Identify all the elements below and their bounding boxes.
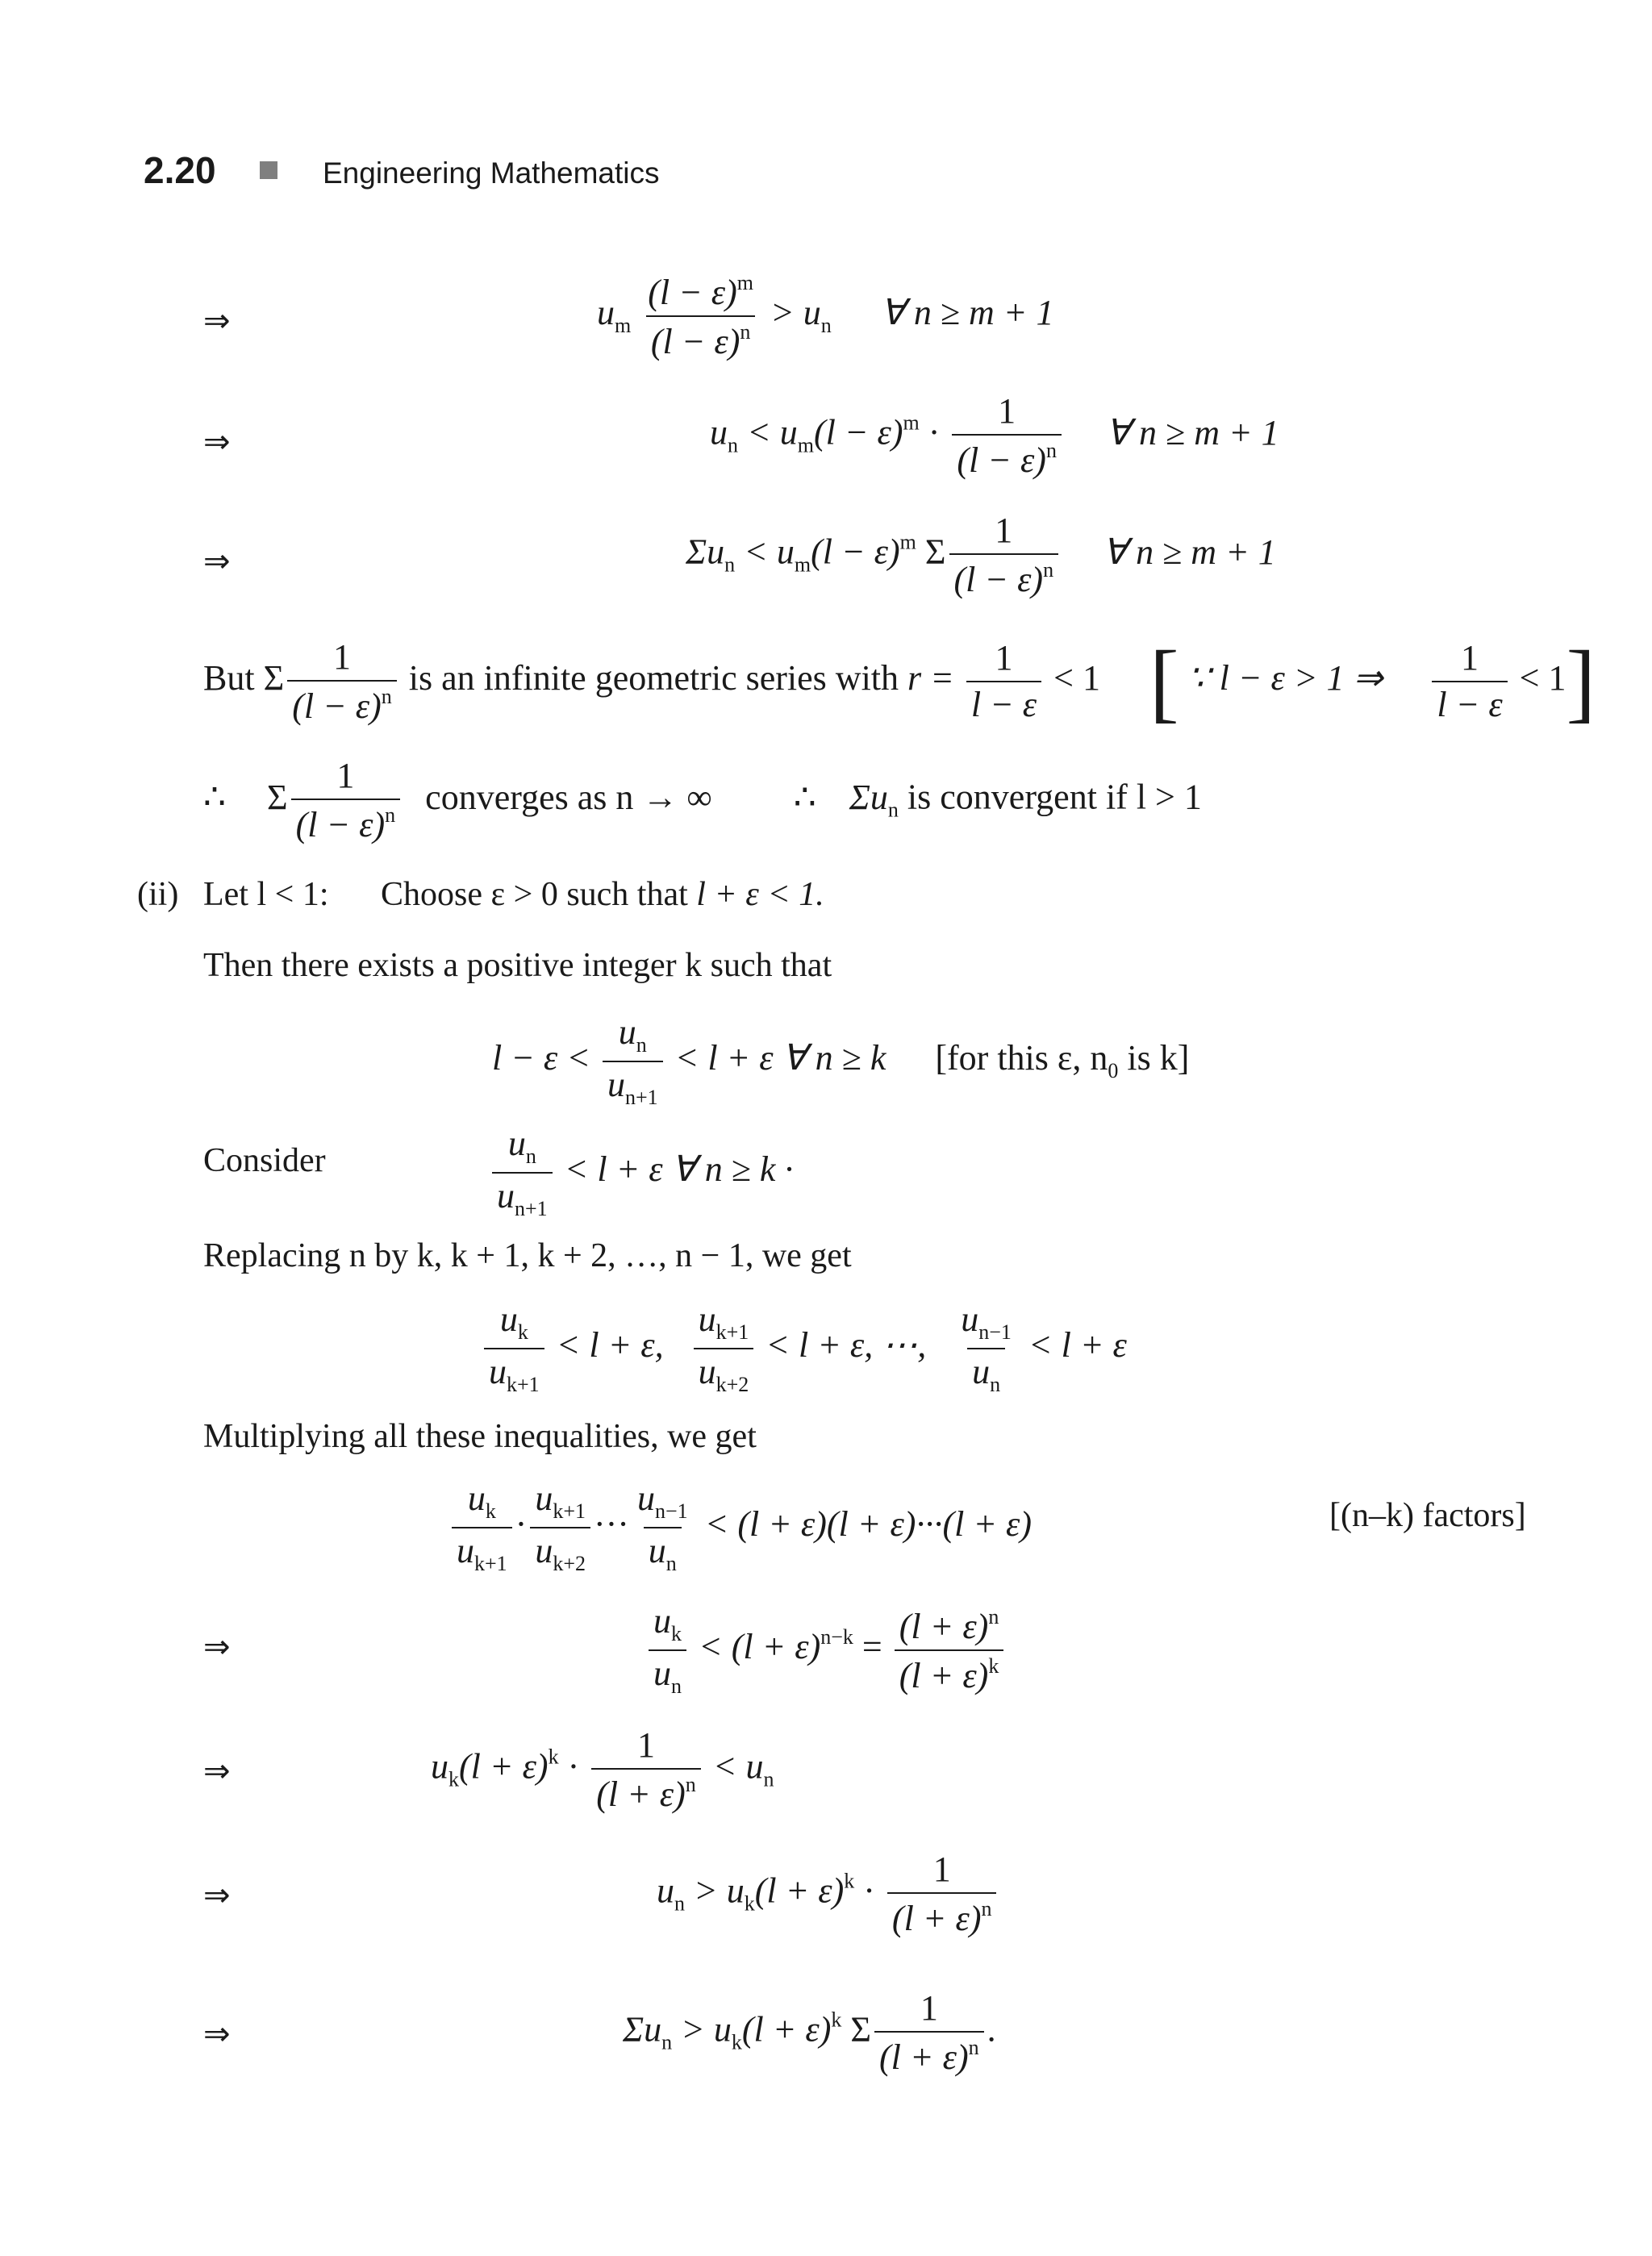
eq5-f1-den: u [489,1352,507,1391]
eq6-dot: · [515,1504,528,1545]
eq10-end: . [987,2009,996,2050]
conv-den-sup: n [385,803,396,827]
eq7-f-den: u [653,1653,671,1693]
conv-num: 1 [336,756,355,795]
eq6-f2-num-sub: k+1 [553,1499,586,1523]
eq5-f2-den: u [698,1352,716,1391]
then-text: Then there exists a positive integer k such that [203,947,832,984]
consider-rhs: < l + ε ∀ n ≥ k · [564,1149,794,1190]
eq7-f-num-sub: k [671,1622,682,1645]
but-r: r = [907,658,954,698]
but-num: 1 [332,636,351,677]
eq8-a-sub: k [448,1767,459,1791]
eq6-f1-num: u [467,1478,486,1518]
eq6-f3-num: u [636,1478,655,1518]
eq8-b-sup: k [548,1745,559,1769]
eq1-den: (l − ε) [650,322,740,361]
eq5-f2-num-sub: k+1 [715,1320,749,1344]
eq9-den: (l + ε) [891,1899,982,1938]
eq7-fraction-1 [649,1603,686,1697]
eq2-b: < u [747,412,798,452]
eq9-b-sub: k [744,1891,755,1916]
conv-sum: Σu [849,777,888,817]
eq1-fraction [643,273,758,360]
eq10-fraction [874,1988,984,2077]
eq5-t3: < l + ε [1028,1325,1127,1366]
eq4-lhs: l − ε < [492,1038,590,1078]
eq10-den-sup: n [968,2036,979,2059]
equation-8 [431,1725,774,1814]
eq10-c-sup: k [831,2008,842,2032]
eq3-b-sub: m [794,553,811,577]
equation-2 [710,391,1279,480]
eq3-condition: ∀ n ≥ m + 1 [1103,532,1276,572]
but-r-den: l − ε [966,681,1041,723]
eq7-g-den: (l + ε) [899,1656,989,1695]
eq1-rel-sub: n [820,314,832,338]
therefore-symbol-2: ∴ [793,777,816,817]
eq3-a-sub: n [724,553,736,577]
eq7-g-den-sup: k [988,1654,999,1678]
consider-num-sub: n [525,1145,536,1168]
eq9-c-sup: k [844,1869,855,1893]
eq6-f3-num-sub: n−1 [654,1499,688,1523]
eq4-num-sub: n [636,1033,647,1057]
but-den: (l − ε) [292,686,382,726]
eq10-num: 1 [920,1988,938,2028]
eq5-f3-num-sub: n−1 [978,1320,1012,1344]
eq9-b: > u [694,1870,745,1911]
eq5-t1: < l + ε, [556,1325,664,1366]
equation-7 [645,1603,1007,1697]
eq5-t2: < l + ε, ⋯, [766,1325,927,1366]
consider-den-sub: n+1 [515,1197,548,1220]
eq2-a: u [710,412,728,452]
consider-den: u [497,1176,515,1216]
eq8-num: 1 [637,1725,655,1765]
eq4-den-sub: n+1 [624,1086,658,1109]
conv-result: is convergent if l > 1 [907,777,1202,817]
but-r-rel: < 1 [1053,658,1100,698]
eq9-a-sub: n [674,1891,685,1916]
equation-1 [597,273,1053,360]
part-ii-text [203,878,824,911]
eq6-f1-num-sub: k [485,1499,496,1523]
eq8-fraction [591,1725,701,1814]
eq7-mid: < (l + ε) [699,1627,821,1667]
eq2-b-sub: m [797,433,814,457]
but-line [203,632,1596,731]
but-den-sup: n [381,684,392,708]
eq7-f-num: u [653,1601,671,1641]
eq5-fraction-3 [956,1299,1016,1396]
but-reason-den: l − ε [1432,681,1507,723]
eq3-a: Σu [686,532,725,572]
implies-symbol: ⇒ [203,1753,231,1790]
eq1-den-sup: n [740,320,751,344]
implies-symbol: ⇒ [203,302,231,340]
eq10-den: (l + ε) [879,2037,969,2077]
eq2-den: (l − ε) [957,440,1046,480]
right-bracket: ] [1566,632,1596,731]
eq5-f1-num-sub: k [517,1320,528,1344]
eq2-condition: ∀ n ≥ m + 1 [1105,412,1279,452]
eq10-a: Σu [623,2009,662,2050]
but-reason-num: 1 [1461,638,1479,678]
eq7-fraction-2 [895,1607,1004,1694]
part-ii-choose: Choose ε > 0 such that [381,876,688,913]
eq5-f2-num: u [698,1299,716,1339]
eq7-g-num-sup: n [988,1605,999,1628]
eq5-f3-num: u [961,1299,979,1339]
eq9-c: (l + ε) [754,1870,845,1911]
eq8-b: (l + ε) [459,1746,549,1787]
implies-symbol: ⇒ [203,1628,231,1666]
part-ii-cond: l + ε < 1. [696,876,824,913]
eq10-b-sub: k [731,2030,742,2054]
eq6-f3-den: u [648,1531,666,1570]
eq8-dot: · [567,1746,580,1787]
consider-label: Consider [203,1142,326,1179]
eq3-num: 1 [995,511,1013,550]
eq6-f2-den: u [535,1531,553,1570]
left-bracket: [ [1149,632,1179,731]
eq8-a: u [431,1746,448,1787]
eq2-a-sub: n [728,433,738,457]
eq9-den-sup: n [981,1897,992,1920]
multiplying-text: Multiplying all these inequalities, we get [203,1418,757,1455]
eq6-dots: ··· [594,1504,629,1545]
conv-sum-sub: n [887,798,899,822]
eq5-f1-num: u [499,1299,518,1339]
eq4-rhs: < l + ε ∀ n ≥ k [674,1038,886,1078]
eq1-num-sup: m [736,271,754,294]
eq5-f2-den-sub: k+2 [715,1373,749,1396]
eq6-f1-den-sub: k+1 [474,1552,507,1575]
eq2-num: 1 [998,391,1016,431]
eq6-fraction-3 [632,1478,693,1575]
eq1-rel: > u [770,293,821,333]
eq6-f2-num: u [535,1478,553,1518]
eq6-fraction-1 [452,1478,512,1575]
eq3-den: (l − ε) [953,560,1044,599]
converges-line [203,758,1202,843]
but-text: is an infinite geometric series with [408,658,899,698]
conv-text: converges as n → ∞ [425,777,712,817]
eq3-den-sup: n [1043,558,1054,582]
implies-symbol: ⇒ [203,2016,231,2053]
eq7-mid-sup: n−k [820,1625,853,1649]
eq3-b: < u [744,532,795,572]
eq5-f3-den-sub: n [990,1373,1001,1396]
eq10-sigma: Σ [850,2009,872,2050]
eq8-rel: < u [712,1746,764,1787]
eq2-c-sup: m [903,411,920,435]
eq4-note: [for this ε, n [935,1038,1108,1078]
but-fraction [287,636,397,726]
equation-consider [489,1126,793,1220]
equation-10 [623,1988,996,2077]
but-r-num: 1 [995,638,1013,678]
eq8-den: (l + ε) [596,1774,686,1814]
therefore-symbol: ∴ [203,777,226,817]
equation-6 [448,1478,1032,1575]
eq3-fraction [949,513,1059,598]
eq5-f1-den-sub: k+1 [507,1373,540,1396]
eq1-u-sub: m [615,314,632,338]
equation-9 [657,1849,999,1938]
eq4-note-end: is k] [1118,1038,1190,1078]
but-r-fraction [966,640,1041,723]
eq5-fraction-1 [484,1299,544,1396]
eq3-sigma: Σ [924,532,946,572]
eq4-den: u [607,1065,625,1104]
header-square-icon [260,161,277,179]
eq10-b: > u [681,2009,732,2050]
eq9-num: 1 [932,1849,951,1889]
conv-sigma: Σ [267,777,288,817]
book-title: Engineering Mathematics [323,156,660,190]
eq9-a: u [657,1870,674,1911]
but-lead: But Σ [203,658,285,698]
eq1-u: u [597,293,615,333]
implies-symbol: ⇒ [203,1877,231,1914]
part-ii-label: (ii) [137,876,179,913]
eq5-fraction-2 [694,1299,754,1396]
conv-den: (l − ε) [295,805,386,844]
eq7-f-den-sub: n [671,1674,682,1698]
eq6-f3-den-sub: n [665,1552,677,1575]
eq8-den-sup: n [685,1773,696,1796]
eq2-dot: · [928,412,941,452]
eq1-condition: ∀ n ≥ m + 1 [880,293,1054,333]
eq3-c-sup: m [899,530,916,554]
eq9-fraction [887,1849,997,1938]
eq2-den-sup: n [1045,439,1057,462]
consider-fraction [492,1126,553,1220]
eq6-f2-den-sub: k+2 [553,1552,586,1575]
eq5-f3-den: u [972,1352,991,1391]
implies-symbol: ⇒ [203,543,231,580]
eq1-num: (l − ε) [648,273,737,312]
eq4-note-sub: 0 [1108,1059,1119,1083]
equation-4 [492,1012,1190,1109]
factors-note: [(n–k) factors] [1329,1497,1526,1534]
eq7-g-num: (l + ε) [899,1607,989,1646]
eq6-rhs: < (l + ε)(l + ε)···(l + ε) [704,1504,1032,1545]
eq4-num: u [618,1012,636,1052]
eq4-fraction [603,1012,663,1109]
eq10-c: (l + ε) [741,2009,832,2050]
but-reason-fraction [1432,640,1507,723]
but-reason: ∵ l − ε > 1 ⇒ [1187,658,1383,698]
part-ii-let: Let l < 1: [203,876,329,913]
eq6-fraction-2 [530,1478,590,1575]
eq8-rel-sub: n [763,1767,774,1791]
equation-3 [686,513,1276,598]
consider-num: u [507,1124,526,1163]
eq9-dot: · [863,1870,875,1911]
implies-symbol: ⇒ [203,423,231,461]
eq7-equals: = [861,1627,882,1667]
eq6-f1-den: u [457,1531,474,1570]
but-reason-rel: < 1 [1519,658,1566,698]
eq2-c: (l − ε) [813,412,903,452]
replacing-text: Replacing n by k, k + 1, k + 2, …, n − 1, we get [203,1237,852,1274]
eq3-c: (l − ε) [811,532,900,572]
eq10-a-sub: n [661,2030,673,2054]
equation-5 [481,1299,1127,1396]
conv-fraction [291,758,401,843]
eq2-fraction [952,391,1062,480]
page-number: 2.20 [144,149,216,191]
